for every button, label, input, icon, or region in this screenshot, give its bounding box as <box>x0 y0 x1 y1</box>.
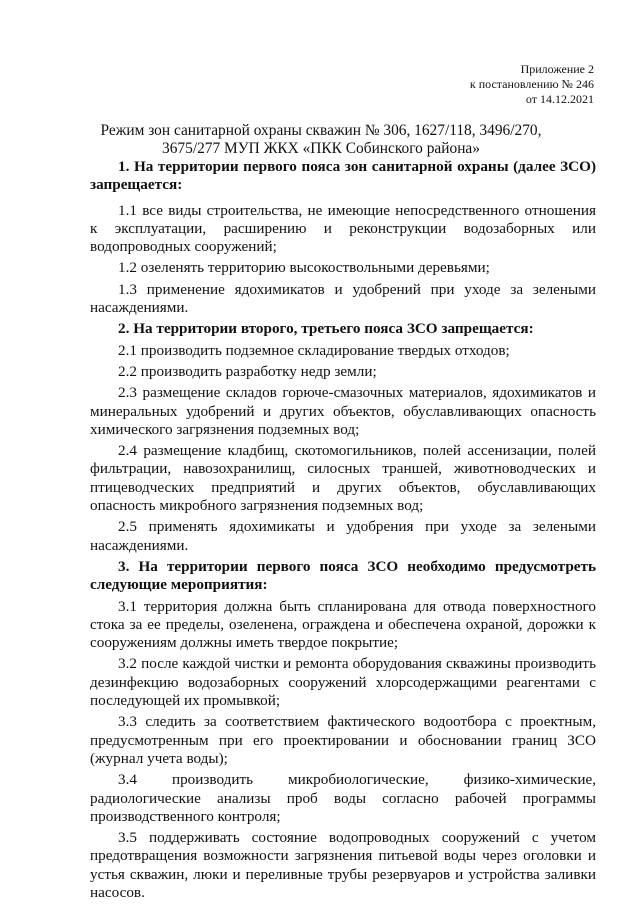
clause-2-3: 2.3 размещение складов горюче-смазочных материалов, ядохимикатов и минеральных удобрений и других объектов, обуславливающих опасность химического загрязнения подземных вод; <box>90 384 596 438</box>
appendix-reference <box>334 62 594 107</box>
title-line-1: Режим зон санитарной охраны скважин № 306, 1627/118, 3496/270, <box>100 122 542 139</box>
clause-1-2: 1.2 озеленять территорию высокоствольными деревьями; <box>118 259 490 277</box>
document-body <box>90 158 596 902</box>
clause-3-5: 3.5 поддерживать состояние водопроводных сооружений с учетом предотвращения возможности загрязнения питьевой воды через оголовки и устья скважин, люки и переливные трубы резервуаров и устройства заливки насосов. <box>90 829 596 901</box>
clause-2-2: 2.2 производить разработку недр земли; <box>118 362 377 380</box>
clause-2-5: 2.5 применять ядохимикаты и удобрения при уходе за зелеными насаждениями. <box>90 518 596 554</box>
clause-3-3: 3.3 следить за соответствием фактического водоотбора с проектным, предусмотренным при его проектировании и обосновании границ ЗСО (журнал учета воды); <box>90 713 596 767</box>
resolution-date: от 14.12.2021 <box>525 92 594 106</box>
clause-3-4: 3.4 производить микробиологические, физико-химические, радиологические анализы проб воды согласно рабочей программы производственного контроля; <box>90 771 596 825</box>
clause-1-3: 1.3 применение ядохимикатов и удобрений при уходе за зелеными насаждениями. <box>90 280 596 317</box>
appendix-number: Приложение 2 <box>520 62 594 76</box>
section-1-heading: 1. На территории первого пояса зон санитарной охраны (далее ЗСО) запрещается: <box>90 158 596 194</box>
clause-2-1: 2.1 производить подземное складирование твердых отходов; <box>118 341 510 359</box>
clause-1-1: 1.1 все виды строительства, не имеющие непосредственного отношения к эксплуатации, расширению и реконструкции водозаборных или водопроводных сооружений; <box>90 201 596 256</box>
clause-2-4: 2.4 размещение кладбищ, скотомогильников, полей ассенизации, полей фильтрации, навозохранилищ, силосных траншей, животноводческих и птицеводческих предприятий и других объектов, обуславливающих опасность микробного загрязнения подземных вод; <box>90 442 596 515</box>
document-title <box>86 122 556 158</box>
clause-3-2: 3.2 после каждой чистки и ремонта оборудования скважины производить дезинфекцию водозаборных сооружений хлорсодержащими реагентами с последующей их промывкой; <box>90 655 596 710</box>
resolution-number: к постановлению № 246 <box>469 77 594 91</box>
section-3-heading: 3. На территории первого пояса ЗСО необходимо предусмотреть следующие мероприятия: <box>90 557 596 594</box>
title-line-2: 3675/277 МУП ЖКХ «ПКК Собинского района» <box>162 140 480 157</box>
clause-3-1: 3.1 территория должна быть спланирована для отвода поверхностного стока за ее пределы, озеленена, ограждена и обеспечена охраной, дорожки к сооружениям должны иметь твердое покрытие; <box>90 597 596 652</box>
section-2-heading: 2. На территории второго, третьего пояса ЗСО запрещается: <box>118 320 534 338</box>
